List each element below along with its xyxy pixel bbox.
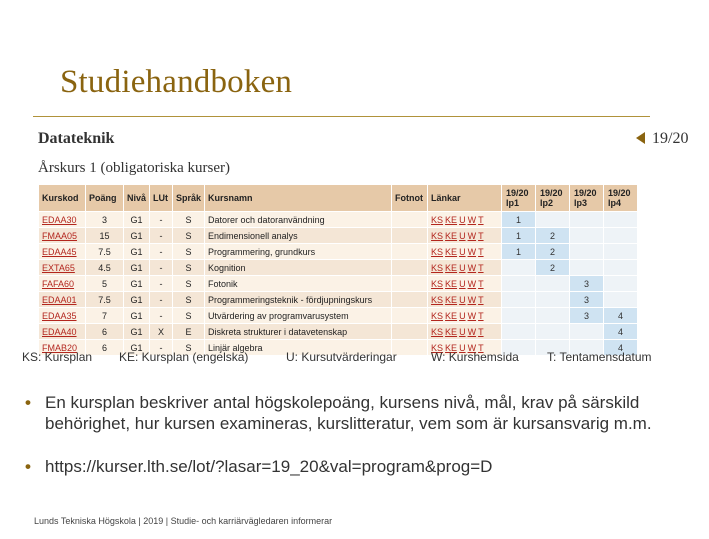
course-code-link[interactable]: EDAA35 xyxy=(42,310,77,321)
period-1-cell: 1 xyxy=(502,228,536,244)
link-w[interactable]: W xyxy=(467,294,477,305)
link-w[interactable]: W xyxy=(467,230,477,241)
bullet-item xyxy=(25,456,685,477)
lut-cell: - xyxy=(150,212,173,228)
period-2-cell: 2 xyxy=(536,228,570,244)
link-legend xyxy=(0,350,709,366)
link-ks[interactable]: KS xyxy=(431,310,444,321)
header-period-2 xyxy=(536,185,570,212)
link-ks[interactable]: KS xyxy=(431,230,444,241)
period-label: lp3 xyxy=(574,198,588,208)
period-1-cell xyxy=(502,292,536,308)
language-cell: S xyxy=(173,212,205,228)
period-4-cell: 4 xyxy=(604,308,638,324)
credits-cell: 15 xyxy=(86,228,124,244)
slide-footer: Lunds Tekniska Högskola | 2019 | Studie- och karriärvägledaren informerar xyxy=(34,516,333,526)
level-cell: G1 xyxy=(124,228,150,244)
level-cell: G1 xyxy=(124,276,150,292)
level-cell: G1 xyxy=(124,292,150,308)
header-period-1 xyxy=(502,185,536,212)
table-row xyxy=(39,324,638,340)
link-ke[interactable]: KE xyxy=(445,246,458,257)
period-2-cell: 2 xyxy=(536,244,570,260)
course-name-cell: Fotonik xyxy=(205,276,392,292)
level-cell: G1 xyxy=(124,260,150,276)
link-t[interactable]: T xyxy=(478,326,484,337)
header-language: Språk xyxy=(173,185,205,212)
period-1-cell xyxy=(502,324,536,340)
header-period-4 xyxy=(604,185,638,212)
lut-cell: - xyxy=(150,292,173,308)
lut-cell: - xyxy=(150,276,173,292)
link-u[interactable]: U xyxy=(459,294,466,305)
period-1-cell: 1 xyxy=(502,212,536,228)
link-ks[interactable]: KS xyxy=(431,278,444,289)
header-name: Kursnamn xyxy=(205,185,392,212)
link-u[interactable]: U xyxy=(459,230,466,241)
course-name-cell: Diskreta strukturer i datavetenskap xyxy=(205,324,392,340)
bullet-dot-icon: • xyxy=(25,457,31,476)
credits-cell: 6 xyxy=(86,340,124,356)
link-w[interactable]: W xyxy=(467,326,477,337)
links-cell xyxy=(428,244,502,260)
course-name-cell: Programmeringsteknik - fördjupningskurs xyxy=(205,292,392,308)
table-row xyxy=(39,212,638,228)
course-code-link[interactable]: FMAB20 xyxy=(42,342,78,353)
period-4-cell: 4 xyxy=(604,340,638,356)
link-ks[interactable]: KS xyxy=(431,326,444,337)
links-cell xyxy=(428,324,502,340)
table-row xyxy=(39,244,638,260)
language-cell: S xyxy=(173,308,205,324)
lut-cell: - xyxy=(150,260,173,276)
lut-cell: - xyxy=(150,308,173,324)
period-4-cell xyxy=(604,228,638,244)
link-w[interactable]: W xyxy=(467,262,477,273)
bullet-dot-icon: • xyxy=(25,393,31,412)
link-ke[interactable]: KE xyxy=(445,326,458,337)
link-ks[interactable]: KS xyxy=(431,214,444,225)
link-u[interactable]: U xyxy=(459,214,466,225)
links-cell xyxy=(428,260,502,276)
credits-cell: 4.5 xyxy=(86,260,124,276)
lut-cell: X xyxy=(150,324,173,340)
credits-cell: 7.5 xyxy=(86,244,124,260)
course-code-link[interactable]: FAFA60 xyxy=(42,278,75,289)
language-cell: S xyxy=(173,276,205,292)
title-divider xyxy=(33,116,650,117)
link-t[interactable]: T xyxy=(478,246,484,257)
level-cell: G1 xyxy=(124,340,150,356)
period-2-cell xyxy=(536,292,570,308)
course-code-cell xyxy=(39,212,86,228)
header-credits: Poäng xyxy=(86,185,124,212)
period-1-cell xyxy=(502,276,536,292)
bullet-list xyxy=(25,392,685,477)
credits-cell: 7.5 xyxy=(86,292,124,308)
links-cell xyxy=(428,292,502,308)
slide-title: Studiehandboken xyxy=(60,64,293,100)
credits-cell: 6 xyxy=(86,324,124,340)
link-ks[interactable]: KS xyxy=(431,262,444,273)
bullet-link[interactable]: https://kurser.lth.se/lot/?lasar=19_20&val=program&prog=D xyxy=(45,457,493,476)
lut-cell: - xyxy=(150,244,173,260)
course-code-link[interactable]: EDAA30 xyxy=(42,214,77,225)
period-2-cell xyxy=(536,324,570,340)
link-t[interactable]: T xyxy=(478,342,484,353)
course-code-cell xyxy=(39,276,86,292)
link-t[interactable]: T xyxy=(478,262,484,273)
period-3-cell xyxy=(570,244,604,260)
credits-cell: 7 xyxy=(86,308,124,324)
link-ke[interactable]: KE xyxy=(445,262,458,273)
period-year: 19/20 xyxy=(506,188,529,198)
period-1-cell xyxy=(502,260,536,276)
link-u[interactable]: U xyxy=(459,310,466,321)
period-4-cell xyxy=(604,244,638,260)
links-cell xyxy=(428,212,502,228)
link-ke[interactable]: KE xyxy=(445,214,458,225)
course-code-link[interactable]: EXTA65 xyxy=(42,262,75,273)
link-t[interactable]: T xyxy=(478,278,484,289)
link-ks[interactable]: KS xyxy=(431,342,444,353)
language-cell: S xyxy=(173,292,205,308)
link-ke[interactable]: KE xyxy=(445,294,458,305)
credits-cell: 5 xyxy=(86,276,124,292)
course-table-body xyxy=(39,212,638,356)
footnote-cell xyxy=(392,260,428,276)
link-ks[interactable]: KS xyxy=(431,246,444,257)
link-u[interactable]: U xyxy=(459,246,466,257)
course-name-cell: Kognition xyxy=(205,260,392,276)
link-w[interactable]: W xyxy=(467,246,477,257)
legend-ks: KS: Kursplan xyxy=(22,350,93,364)
link-w[interactable]: W xyxy=(467,214,477,225)
course-code-link[interactable]: FMAA05 xyxy=(42,230,78,241)
footnote-cell xyxy=(392,292,428,308)
footnote-cell xyxy=(392,276,428,292)
course-name-cell: Linjär algebra xyxy=(205,340,392,356)
legend-u: U: Kursutvärderingar xyxy=(286,350,397,364)
table-row xyxy=(39,276,638,292)
table-row xyxy=(39,292,638,308)
language-cell: S xyxy=(173,340,205,356)
period-4-cell xyxy=(604,292,638,308)
lut-cell: - xyxy=(150,340,173,356)
link-t[interactable]: T xyxy=(478,230,484,241)
link-t[interactable]: T xyxy=(478,310,484,321)
link-ks[interactable]: KS xyxy=(431,294,444,305)
table-row xyxy=(39,228,638,244)
course-code-link[interactable]: EDAA45 xyxy=(42,246,77,257)
language-cell: S xyxy=(173,244,205,260)
page-indicator: 19/20 xyxy=(652,130,689,147)
course-code-link[interactable]: EDAA40 xyxy=(42,326,77,337)
bullet-item xyxy=(25,392,685,434)
course-name-cell: Programmering, grundkurs xyxy=(205,244,392,260)
level-cell: G1 xyxy=(124,244,150,260)
link-u[interactable]: U xyxy=(459,278,466,289)
period-3-cell: 3 xyxy=(570,276,604,292)
period-3-cell: 3 xyxy=(570,308,604,324)
language-cell: S xyxy=(173,228,205,244)
course-table xyxy=(38,184,638,356)
table-row xyxy=(39,260,638,276)
period-2-cell xyxy=(536,212,570,228)
link-t[interactable]: T xyxy=(478,294,484,305)
course-code-cell xyxy=(39,324,86,340)
link-t[interactable]: T xyxy=(478,214,484,225)
link-ke[interactable]: KE xyxy=(445,230,458,241)
legend-t: T: Tentamensdatum xyxy=(547,350,652,364)
bullet-text: En kursplan beskriver antal högskolepoäng, kursens nivå, mål, krav på särskild behörighet, hur kursen examineras, kurslitteratur, vem som är kursansvarig m.m. xyxy=(45,393,652,433)
header-period-3 xyxy=(570,185,604,212)
header-lut: LUt xyxy=(150,185,173,212)
period-3-cell xyxy=(570,324,604,340)
footnote-cell xyxy=(392,324,428,340)
period-2-cell xyxy=(536,276,570,292)
level-cell: G1 xyxy=(124,308,150,324)
previous-page-arrow-icon[interactable] xyxy=(636,132,645,144)
footnote-cell xyxy=(392,308,428,324)
course-code-cell xyxy=(39,228,86,244)
period-4-cell xyxy=(604,260,638,276)
period-3-cell xyxy=(570,260,604,276)
period-2-cell: 2 xyxy=(536,260,570,276)
period-1-cell xyxy=(502,308,536,324)
course-code-link[interactable]: EDAA01 xyxy=(42,294,77,305)
period-2-cell xyxy=(536,308,570,324)
period-label: lp4 xyxy=(608,198,622,208)
header-level: Nivå xyxy=(124,185,150,212)
legend-w: W: Kurshemsida xyxy=(431,350,519,364)
course-name-cell: Utvärdering av programvarusystem xyxy=(205,308,392,324)
links-cell xyxy=(428,228,502,244)
header-code: Kurskod xyxy=(39,185,86,212)
table-row xyxy=(39,308,638,324)
course-code-cell xyxy=(39,244,86,260)
table-header-row xyxy=(39,185,638,212)
period-year: 19/20 xyxy=(540,188,563,198)
lut-cell: - xyxy=(150,228,173,244)
legend-ke: KE: Kursplan (engelska) xyxy=(119,350,249,364)
language-cell: E xyxy=(173,324,205,340)
period-3-cell xyxy=(570,212,604,228)
period-3-cell: 3 xyxy=(570,292,604,308)
level-cell: G1 xyxy=(124,324,150,340)
footnote-cell xyxy=(392,212,428,228)
link-w[interactable]: W xyxy=(467,310,477,321)
period-3-cell xyxy=(570,228,604,244)
course-code-cell xyxy=(39,292,86,308)
header-footnote: Fotnot xyxy=(392,185,428,212)
course-code-cell xyxy=(39,260,86,276)
links-cell xyxy=(428,308,502,324)
course-name-cell: Datorer och datoranvändning xyxy=(205,212,392,228)
period-label: lp2 xyxy=(540,198,554,208)
credits-cell: 3 xyxy=(86,212,124,228)
header-links: Länkar xyxy=(428,185,502,212)
language-cell: S xyxy=(173,260,205,276)
link-ke[interactable]: KE xyxy=(445,278,458,289)
period-year: 19/20 xyxy=(608,188,631,198)
link-u[interactable]: U xyxy=(459,262,466,273)
period-label: lp1 xyxy=(506,198,520,208)
link-ke[interactable]: KE xyxy=(445,310,458,321)
program-heading: Datateknik xyxy=(38,130,115,147)
link-w[interactable]: W xyxy=(467,278,477,289)
year-heading: Årskurs 1 (obligatoriska kurser) xyxy=(38,160,231,176)
period-4-cell xyxy=(604,212,638,228)
link-ke[interactable]: KE xyxy=(445,342,458,353)
period-4-cell: 4 xyxy=(604,324,638,340)
level-cell: G1 xyxy=(124,212,150,228)
period-year: 19/20 xyxy=(574,188,597,198)
link-u[interactable]: U xyxy=(459,342,466,353)
course-code-cell xyxy=(39,308,86,324)
link-u[interactable]: U xyxy=(459,326,466,337)
period-4-cell xyxy=(604,276,638,292)
footnote-cell xyxy=(392,228,428,244)
footnote-cell xyxy=(392,244,428,260)
links-cell xyxy=(428,276,502,292)
course-name-cell: Endimensionell analys xyxy=(205,228,392,244)
period-1-cell: 1 xyxy=(502,244,536,260)
link-w[interactable]: W xyxy=(467,342,477,353)
